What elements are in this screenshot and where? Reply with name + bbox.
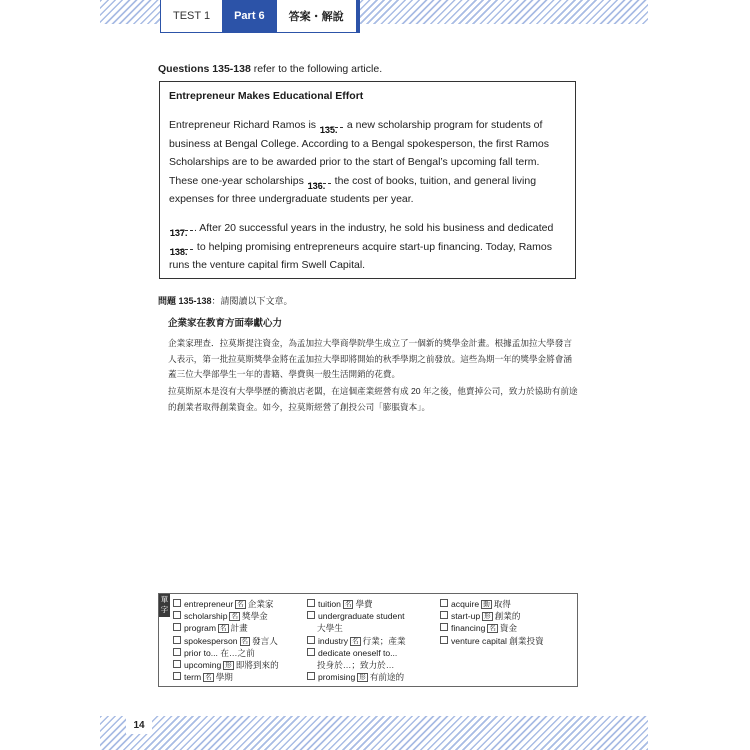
vocabulary-meaning: 有前途的 — [369, 672, 405, 683]
checkbox-icon — [440, 599, 448, 607]
vocabulary-term: undergraduate student — [318, 611, 405, 622]
article-box — [159, 81, 576, 279]
translation-paragraph-2: 拉莫斯原本是沒有大學學歷的衝浪店老闆，在這個產業經營有成 20 年之後，他賣掉公司，致力於協助有前途的創業者取得創業資金。如今，拉莫斯經營了創投公司「膨脹資本」。 — [168, 386, 578, 412]
part-of-speech-badge: 名 — [241, 637, 249, 645]
question-number: 136. — [307, 180, 326, 191]
vocabulary-meaning: 計畫 — [230, 623, 248, 634]
checkbox-icon — [173, 672, 181, 680]
vocabulary-item — [173, 659, 279, 671]
checkbox-icon — [307, 599, 315, 607]
part-of-speech-badge: 名 — [344, 601, 352, 608]
part-of-speech-badge: 動 — [483, 601, 490, 608]
vocabulary-meaning: 獎學金 — [241, 611, 268, 622]
vocabulary-term: financing — [451, 623, 486, 634]
tab-test: TEST 1 — [161, 0, 222, 32]
vocabulary-item — [307, 671, 406, 683]
checkbox-icon — [307, 636, 315, 644]
checkbox-icon — [173, 660, 181, 668]
vocabulary-term: industry — [318, 635, 349, 646]
vocabulary-item — [307, 610, 406, 622]
questions-range: Questions 135-138 — [158, 63, 251, 75]
vocabulary-term: program — [184, 623, 216, 634]
checkbox-icon — [173, 623, 181, 631]
vocabulary-item — [173, 671, 279, 683]
part-of-speech-badge: 名 — [231, 613, 238, 621]
checkbox-icon — [440, 623, 448, 631]
question-blank-136 — [307, 173, 331, 191]
checkbox-icon — [173, 611, 181, 619]
section-tabs — [160, 0, 360, 33]
vocabulary-meaning: 在…之前 — [220, 647, 255, 658]
part-of-speech-badge: 名 — [205, 674, 212, 682]
translation-instruction: ：請閱讀以下文章。 — [211, 296, 293, 306]
vocabulary-meaning: 學期 — [215, 672, 233, 683]
part-of-speech-badge: 名 — [220, 625, 227, 633]
vocabulary-item — [173, 598, 279, 610]
vocabulary-continuation: 投身於…；致力於… — [317, 659, 395, 670]
checkbox-icon — [173, 636, 181, 644]
part-of-speech-badge: 形 — [225, 661, 232, 669]
question-number: 135. — [319, 125, 338, 135]
translation-paragraph-1: 企業家理查．拉莫斯提注資金，為孟加拉大學商學院學生成立了一個新的獎學金計畫。根據孟加拉大學發言人表示，第一批拉莫斯獎學金將在孟加拉大學即將開始的秋季學期之前發放。這些為期一年的獎學金將會涵蓋三位大學部學生一年的書籍、學費與一般生活開銷的花費。 — [168, 338, 572, 379]
vocabulary-term: start-up — [451, 611, 481, 622]
vocabulary-item — [440, 622, 544, 634]
vocabulary-column — [173, 598, 279, 683]
part-of-speech-badge: 名 — [489, 625, 496, 633]
vocabulary-item — [173, 635, 279, 647]
checkbox-icon — [440, 611, 448, 619]
article-text: to helping promising entrepreneurs acquire start-up financing. Today, Ramos runs the venture capital firm Swell Capital. — [169, 240, 552, 271]
translation-title: 企業家在教育方面奉獻心力 — [168, 318, 283, 329]
question-blank-135 — [319, 117, 343, 135]
vocabulary-term: term — [184, 672, 202, 683]
questions-header — [158, 63, 382, 75]
vocabulary-term: scholarship — [184, 611, 228, 622]
vocabulary-box — [158, 593, 578, 687]
vocabulary-term: acquire — [451, 599, 480, 609]
vocabulary-meaning: 資金 — [499, 623, 518, 634]
vocabulary-meaning: 行業；產業 — [362, 635, 406, 646]
vocabulary-meaning: 學費 — [355, 599, 373, 609]
section-title: 答案・解說 — [277, 0, 359, 32]
article-paragraph-1 — [169, 116, 567, 209]
article-text: a new scholarship program for students of business at Bengal College. According to a Bengal spokesperson, the first Ramos Scholarships are to be awarded prior to the start of Bengal’s upcoming fall term. These one-year scholarships — [169, 119, 549, 187]
question-number: 138. — [170, 246, 188, 257]
vocabulary-meaning: 創業投資 — [509, 635, 544, 646]
vocabulary-column — [440, 598, 544, 647]
checkbox-icon — [440, 636, 448, 644]
vocabulary-item — [307, 647, 406, 659]
vocabulary-item — [173, 647, 279, 659]
footer-hatch-band — [100, 716, 648, 750]
checkbox-icon — [307, 648, 315, 656]
vocabulary-meaning: 取得 — [493, 599, 511, 609]
questions-instruction: refer to the following article. — [250, 63, 383, 75]
part-of-speech-badge: 形 — [484, 613, 491, 621]
checkbox-icon — [173, 599, 181, 607]
vocabulary-item — [440, 610, 544, 622]
article-text: the cost of books, tuition, and general living expenses for three undergraduate students per year. — [169, 174, 537, 205]
vocabulary-item — [173, 622, 279, 634]
question-blank-137 — [170, 220, 193, 238]
question-number: 137. — [170, 228, 188, 238]
vocabulary-term: dedicate oneself to... — [318, 647, 398, 658]
vocabulary-continuation: 大學生 — [317, 623, 343, 634]
vocabulary-meaning: 企業家 — [247, 599, 274, 609]
vocabulary-item — [440, 635, 544, 647]
checkbox-icon — [307, 672, 315, 680]
translation-header — [158, 294, 293, 307]
part-of-speech-badge: 名 — [352, 637, 359, 645]
vocabulary-tag: 單字 — [159, 594, 170, 617]
checkbox-icon — [173, 648, 181, 656]
vocabulary-term: promising — [318, 672, 356, 683]
vocabulary-meaning: 創業的 — [494, 611, 521, 622]
vocabulary-meaning: 即將到來的 — [235, 659, 279, 670]
vocabulary-item — [307, 635, 406, 647]
vocabulary-term: prior to... — [184, 647, 218, 658]
vocabulary-term: venture capital — [451, 635, 507, 646]
part-of-speech-badge: 名 — [237, 601, 244, 608]
vocabulary-term: spokesperson — [184, 635, 238, 646]
vocabulary-term: tuition — [318, 599, 341, 609]
vocabulary-item — [307, 598, 406, 610]
vocabulary-item — [440, 598, 544, 610]
vocabulary-column — [307, 598, 406, 683]
page-number: 14 — [126, 716, 152, 734]
article-text: Entrepreneur Richard Ramos is — [169, 119, 317, 131]
article-paragraph-2 — [169, 219, 567, 275]
article-text: . After 20 successful years in the industry, he sold his business and dedicated — [194, 222, 554, 234]
vocabulary-meaning: 發言人 — [252, 635, 278, 646]
vocabulary-item — [173, 610, 279, 622]
article-title: Entrepreneur Makes Educational Effort — [169, 90, 364, 102]
vocabulary-term: upcoming — [184, 659, 222, 670]
part-of-speech-badge: 形 — [359, 674, 366, 682]
translation-range: 問題 135-138 — [158, 296, 212, 306]
vocabulary-term: entrepreneur — [184, 599, 234, 609]
tab-part: Part 6 — [222, 0, 277, 32]
question-blank-138 — [170, 239, 193, 257]
checkbox-icon — [307, 611, 315, 619]
